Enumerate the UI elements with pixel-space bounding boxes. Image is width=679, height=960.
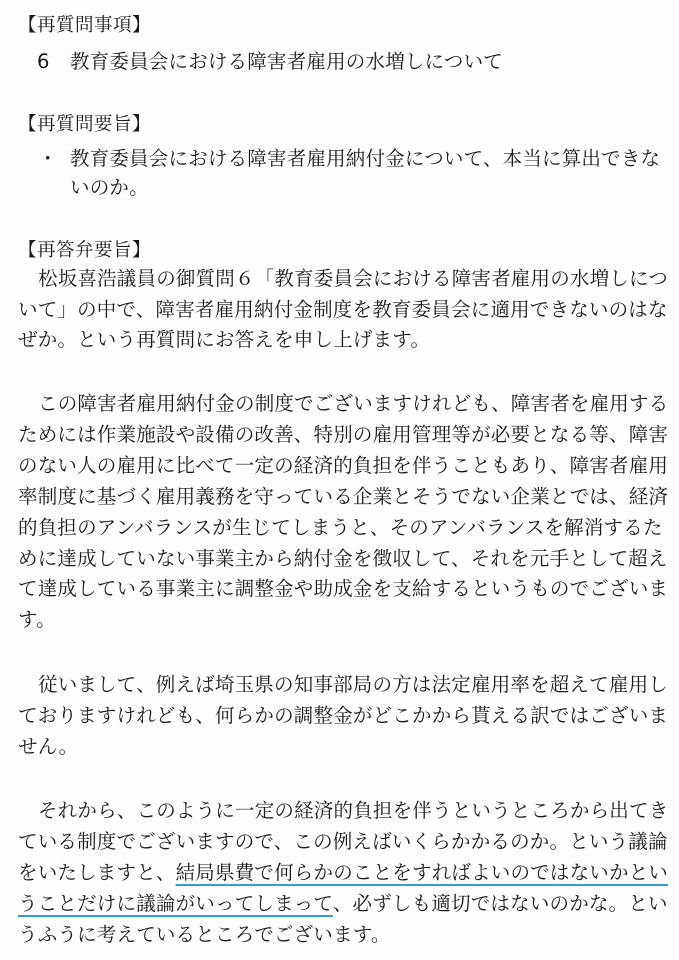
heading-saishitsumon-jikou: 【再質問事項】: [18, 15, 152, 36]
para1-line-6: めに達成していない事業主から納付金を徴収して、それを元手として超え: [18, 547, 668, 570]
para2-line-3: せん。: [18, 735, 79, 758]
para3-line-3-plain: をいたしますと、: [18, 861, 176, 884]
answer-intro-line-2: いて」の中で、障害者雇用納付金制度を教育委員会に適用できないのはな: [18, 298, 668, 321]
para3-line-4-plain: 、必ずしも適切ではないのかな。とい: [332, 892, 668, 915]
heading-saishitsumon-youshi: 【再質問要旨】: [18, 114, 152, 135]
para1-line-2: ためには作業施設や設備の改善、特別の雇用管理等が必要となる等、障害: [18, 423, 669, 446]
para3-line-5: うふうに考えているところでございます。: [18, 923, 391, 946]
underlined-phrase-2: うことだけに議論がいってしまって: [18, 892, 333, 915]
bullet-mark: ・: [38, 147, 58, 170]
heading-saitouben-youshi: 【再答弁要旨】: [18, 240, 152, 261]
para2-line-2: ておりますけれども、何らかの調整金がどこかから貰える訳ではございま: [18, 704, 669, 727]
item-title: 教育委員会における障害者雇用の水増しについて: [70, 50, 504, 73]
para1-line-3: のない人の雇用に比べて一定の経済的負担を伴うこともあり、障害者雇用: [18, 454, 669, 477]
para1-line-8: す。: [18, 608, 56, 631]
para1-line-7: て達成している事業主に調整金や助成金を支給するというものでございま: [18, 577, 669, 600]
question-line-2: いのか。: [70, 176, 149, 199]
para3-line-4: [18, 892, 668, 916]
para2-line-1: 従いまして、例えば埼玉県の知事部局の方は法定雇用率を超えて雇用し: [38, 673, 669, 696]
para1-line-4: 率制度に基づく雇用義務を守っている企業とそうでない企業とでは、経済: [18, 485, 669, 508]
para3-line-1: それから、このように一定の経済的負担を伴うというところから出てき: [38, 799, 669, 822]
para3-line-2: ている制度でございますので、この例えばいくらかかるのか。という議論: [18, 830, 668, 853]
underlined-phrase-1: 結局県費で何らかのことをすればよいのではないかとい: [175, 861, 669, 884]
para3-line-3: [18, 861, 668, 885]
answer-intro-line-1: 松坂喜浩議員の御質問６「教育委員会における障害者雇用の水増しにつ: [38, 267, 669, 290]
para1-line-5: 的負担のアンバランスが生じてしまうと、そのアンバランスを解消するた: [18, 516, 663, 539]
answer-intro-line-3: ぜか。という再質問にお答えを申し上げます。: [18, 328, 431, 351]
para1-line-1: この障害者雇用納付金の制度でございますけれども、障害者を雇用する: [38, 392, 669, 415]
item-number: 6: [37, 50, 50, 73]
question-line-1: 教育委員会における障害者雇用納付金について、本当に算出できな: [70, 147, 661, 170]
